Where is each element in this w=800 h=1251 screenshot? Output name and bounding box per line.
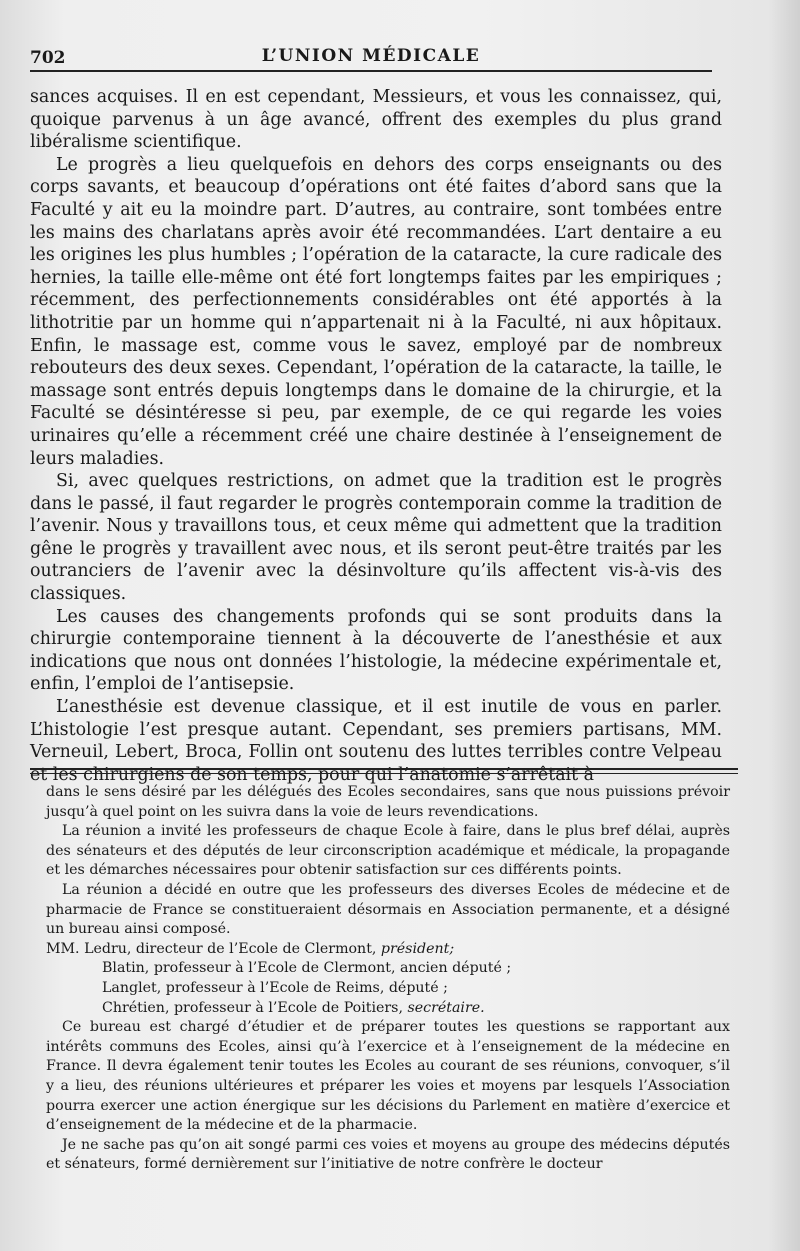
bureau-member: Langlet, professeur à l’Ecole de Reims, député ; xyxy=(102,979,448,996)
role-label: secrétaire. xyxy=(407,999,485,1016)
bureau-member: Blatin, professeur à l’Ecole de Clermont, ancien député ; xyxy=(102,960,512,977)
header-rule xyxy=(30,70,712,72)
bureau-member: MM. Ledru, directeur de l’Ecole de Clermont, président; xyxy=(46,940,455,957)
main-text xyxy=(30,86,722,786)
note-paragraph: La réunion a invité les professeurs de chaque Ecole à faire, dans le plus bref délai, auprès des sénateurs et des députés de leur circonscription académique et médicale, la propagande et les démarches nécessaires pour obtenir satisfaction sur ces différents points. xyxy=(46,823,730,879)
section-divider xyxy=(30,768,738,774)
note-paragraph: La réunion a décidé en outre que les professeurs des diverses Ecoles de médecine et de pharmacie de France se constitueraient désormais en Association permanente, et a désigné un bureau ainsi composé. xyxy=(46,881,730,938)
running-title: L’UNION MÉDICALE xyxy=(261,46,481,66)
news-section xyxy=(46,783,730,1175)
paragraph: L’anesthésie est devenue classique, et il est inutile de vous en parler. L’histologie l’est presque autant. Cependant, ses premiers partisans, MM. Verneuil, Lebert, Broca, Follin ont soutenu des luttes terribles contre Velpeau et les chirurgiens de son temps, pour qui l’anatomie s’arrêtait à xyxy=(30,697,722,785)
paragraph: Le progrès a lieu quelquefois en dehors des corps enseignants ou des corps savants, et beaucoup d’opérations ont été faites d’abord sans que la Faculté y ait eu la moindre part. D’autres, au contraire, sont tombées entre les mains des charlatans après avoir été recommandées. L’art dentaire a eu les origines les plus humbles ; l’opération de la cataracte, la cure radicale des hernies, la taille elle-même ont été fort longtemps faites par les empiriques ; récemment, des perfectionnements considérables ont été apportés à la lithotritie par un homme qui n’appartenait ni à la Faculté, ni aux hôpitaux. Enfin, le massage est, comme vous le savez, employé par de nombreux rebouteurs des deux sexes. Cependant, l’opération de la cataracte, la taille, le massage sont entrés depuis longtemps dans le domaine de la chirurgie, et la Faculté se désintéresse si peu, par exemple, de ce qui regarde les voies urinaires qu’elle a récemment créé une chaire destinée à l’enseignement de leurs maladies. xyxy=(30,154,722,469)
note-paragraph: dans le sens désiré par les délégués des Ecoles secondaires, sans que nous puissions prévoir jusqu’à quel point on les suivra dans la voie de leurs revendications. xyxy=(46,784,730,820)
bureau-list xyxy=(46,940,730,1018)
paragraph: Si, avec quelques restrictions, on admet que la tradition est le progrès dans le passé, il faut regarder le progrès contemporain comme la tradition de l’avenir. Nous y travaillons tous, et ceux même qui admettent que la tradition gêne le progrès y travaillent avec nous, et ils seront peut-être traités par les outranciers de l’avenir avec la désinvolture qu’ils affectent vis-à-vis des classiques. xyxy=(30,471,722,605)
page-number: 702 xyxy=(30,48,66,68)
role-label: président; xyxy=(380,940,455,957)
paragraph: sances acquises. Il en est cependant, Messieurs, et vous les connaissez, qui, quoique parvenus à un âge avancé, offrent des exemples du plus grand libéralisme scientifique. xyxy=(30,87,722,153)
bureau-member: Chrétien, professeur à l’Ecole de Poitiers, secrétaire. xyxy=(102,999,485,1016)
page-header xyxy=(30,44,712,74)
paragraph: Les causes des changements profonds qui se sont produits dans la chirurgie contemporaine tiennent à la découverte de l’anesthésie et aux indications que nous ont données l’histologie, la médecine expérimentale et, enfin, l’emploi de l’antisepsie. xyxy=(30,606,722,695)
note-paragraph: Ce bureau est chargé d’étudier et de préparer toutes les questions se rapportant aux intérêts communs des Ecoles, ainsi qu’à l’exercice et à l’enseignement de la médecine en France. Il devra également tenir toutes les Ecoles au courant de ses réunions, convoquer, s’il y a lieu, des réunions ultérieures et préparer les voies et moyens par lesquels l’Association pourra exercer une action énergique sur les décisions du Parlement en matière d’exercice et d’enseignement de la médecine et de la pharmacie. xyxy=(46,1019,730,1134)
note-paragraph: Je ne sache pas qu’on ait songé parmi ces voies et moyens au groupe des médecins députés et sénateurs, formé dernièrement sur l’initiative de notre confrère le docteur xyxy=(46,1136,730,1173)
